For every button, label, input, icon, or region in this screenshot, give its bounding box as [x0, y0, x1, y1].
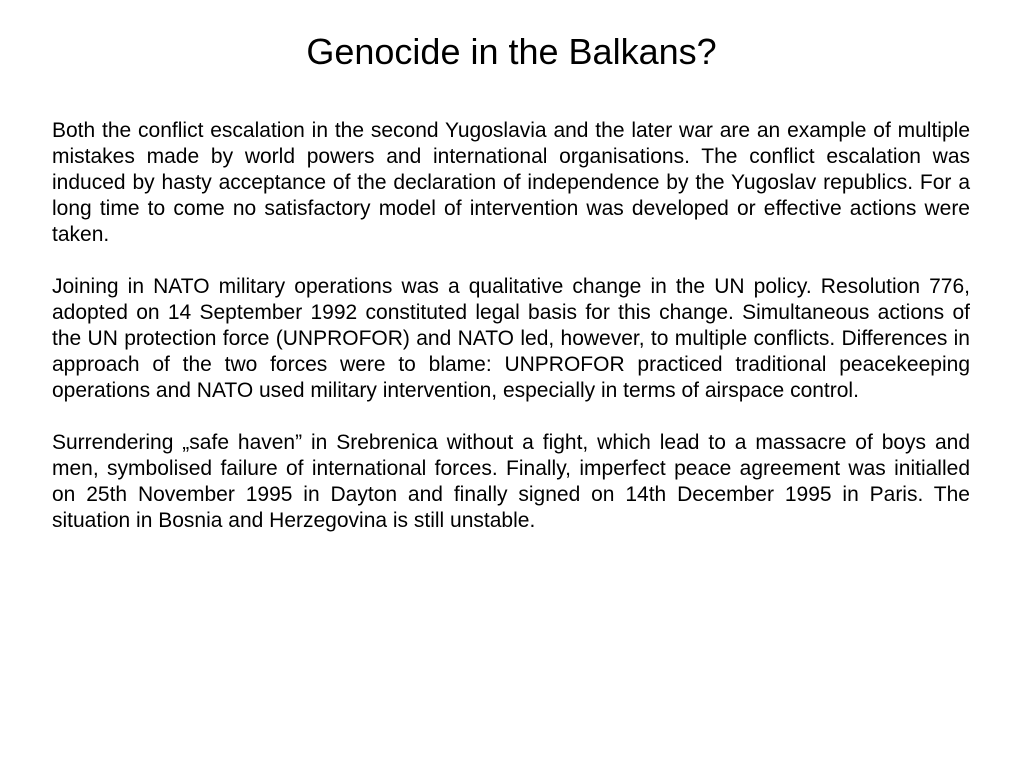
paragraph-conflict-escalation: Both the conflict escalation in the second Yugoslavia and the later war are an example of multiple mistakes made by world powers and international organisations. The conflict escalation was induced by hasty acceptance of the declaration of independence by the Yugoslav republics. For a long time to come no satisfactory model of intervention was developed or effective actions were taken.: [52, 119, 970, 246]
paragraph-srebrenica-dayton: Surrendering „safe haven” in Srebrenica without a fight, which lead to a massacre of boys and men, symbolised failure of international forces. Finally, imperfect peace agreement was initialled on 25th November 1995 in Dayton and finally signed on 14th December 1995 in Paris. The situation in Bosnia and Herzegovina is still unstable.: [52, 431, 970, 532]
slide-body: [52, 118, 970, 534]
slide-title: Genocide in the Balkans?: [306, 31, 717, 72]
paragraph-nato-operations: Joining in NATO military operations was a qualitative change in the UN policy. Resolution 776, adopted on 14 September 1992 constituted legal basis for this change. Simultaneous actions of the UN protection force (UNPROFOR) and NATO led, however, to multiple conflicts. Differences in approach of the two forces were to blame: UNPROFOR practiced traditional peacekeeping operations and NATO used military intervention, especially in terms of airspace control.: [52, 275, 970, 402]
